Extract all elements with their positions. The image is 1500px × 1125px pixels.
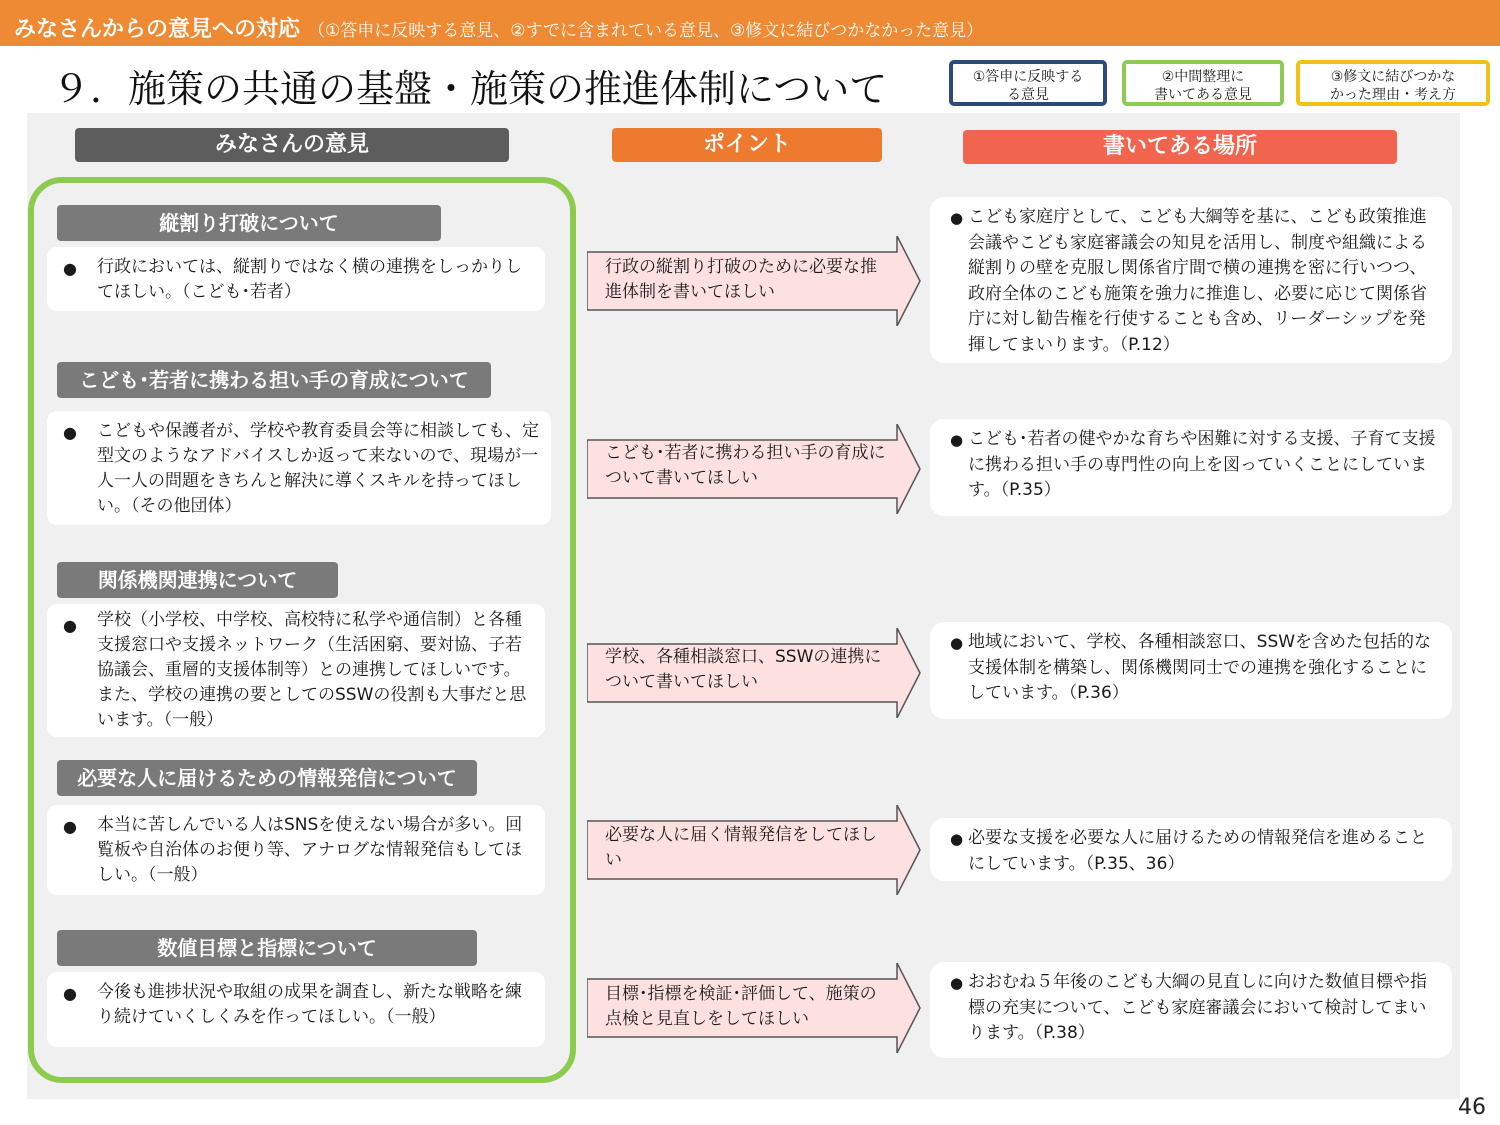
bullet-icon: ●	[950, 974, 964, 992]
section-header-bar	[0, 0, 1500, 46]
opinion-card	[47, 411, 551, 525]
legend-not-reflected: ③修文に結びつかな かった理由・考え方	[1296, 60, 1490, 106]
point-text: 学校、各種相談窓口、SSWの連携について書いてほしい	[605, 647, 882, 692]
point-arrow	[587, 424, 922, 514]
legend-included: ②中間整理に 書いてある意見	[1122, 60, 1284, 106]
topic-tab: こども･若者に携わる担い手の育成について	[57, 362, 491, 398]
point-arrow	[587, 805, 922, 895]
opinion-card	[47, 805, 545, 895]
topic-tab: 数値目標と指標について	[57, 930, 477, 966]
where-card	[930, 962, 1452, 1058]
column-header-point: ポイント	[612, 128, 882, 162]
opinion-card	[47, 247, 545, 311]
where-text: 地域において、学校、各種相談窓口、SSWを含めた包括的な支援体制を構築し、関係機関同士での連携を強化することにしています。（P.36）	[968, 632, 1432, 703]
where-text: こども･若者の健やかな育ちや困難に対する支援、子育て支援に携わる担い手の専門性の向上を図っていくことにしています。（P.35）	[968, 429, 1436, 500]
column-header-where: 書いてある場所	[963, 130, 1397, 164]
topic-tab: 必要な人に届けるための情報発信について	[57, 760, 477, 796]
section-header-title: みなさんからの意見への対応	[14, 17, 301, 42]
where-card	[930, 197, 1452, 363]
page-title: ９．施策の共通の基盤・施策の推進体制について	[52, 67, 888, 111]
where-card	[930, 419, 1452, 516]
bullet-icon: ●	[63, 259, 77, 278]
opinion-card	[47, 604, 545, 737]
where-text: 必要な支援を必要な人に届けるための情報発信を進めることにしています。（P.35、36）	[968, 828, 1427, 874]
opinion-text: 今後も進捗状況や取組の成果を調査し、新たな戦略を練り続けていくしくみを作ってほしい。（一般）	[97, 982, 522, 1027]
bullet-icon: ●	[950, 830, 964, 848]
bullet-icon: ●	[63, 616, 77, 635]
opinion-text: 行政においては、縦割りではなく横の連携をしっかりしてほしい。（こども･若者）	[97, 257, 522, 302]
point-text: 必要な人に届く情報発信をしてほしい	[605, 825, 877, 870]
column-header-opinions: みなさんの意見	[75, 128, 509, 162]
bullet-icon: ●	[950, 209, 964, 227]
opinion-card	[47, 972, 545, 1047]
point-arrow	[587, 236, 922, 326]
point-arrow	[587, 628, 922, 718]
where-text: おおむね５年後のこども大綱の見直しに向けた数値目標や指標の充実について、こども家庭審議会において検討してまいります。（P.38）	[968, 972, 1427, 1043]
page-number: 46	[1458, 1095, 1486, 1120]
where-card	[930, 818, 1452, 881]
bullet-icon: ●	[950, 634, 964, 652]
bullet-icon: ●	[63, 984, 77, 1003]
point-arrow	[587, 963, 922, 1053]
bullet-icon: ●	[63, 817, 77, 836]
topic-tab: 縦割り打破について	[57, 205, 441, 241]
point-text: こども･若者に携わる担い手の育成について書いてほしい	[605, 443, 886, 488]
where-card	[930, 622, 1452, 719]
opinion-text: 学校（小学校、中学校、高校特に私学や通信制）と各種支援窓口や支援ネットワーク（生活困窮、要対協、子若協議会、重層的支援体制等）との連携してほしいです。また、学校の連携の要としてのSSWの役割も大事だと思います。（一般）	[97, 610, 527, 730]
where-text: こども家庭庁として、こども大綱等を基に、こども政策推進会議やこども家庭審議会の知見を活用し、制度や組織による縦割りの壁を克服し関係省庁間で横の連携を密に行いつつ、政府全体のこども施策を強力に推進し、必要に応じて関係省庁に対し勧告権を行使することも含め、リーダーシップを発揮してまいります。（P.12）	[968, 207, 1427, 355]
point-text: 目標･指標を検証･評価して、施策の点検と見直しをしてほしい	[605, 984, 877, 1029]
opinion-text: こどもや保護者が、学校や教育委員会等に相談しても、定型文のようなアドバイスしか返って来ないので、現場が一人一人の問題をきちんと解決に導くスキルを持ってほしい。（その他団体）	[97, 421, 539, 516]
opinion-text: 本当に苦しんでいる人はSNSを使えない場合が多い。回覧板や自治体のお便り等、アナログな情報発信もしてほしい。（一般）	[97, 815, 523, 885]
section-header-subtitle: （①答申に反映する意見、②すでに含まれている意見、③修文に結びつかなかった意見）	[308, 21, 984, 41]
topic-tab: 関係機関連携について	[57, 562, 338, 598]
legend-reflected: ①答申に反映する る意見	[949, 60, 1107, 106]
bullet-icon: ●	[63, 423, 77, 442]
point-text: 行政の縦割り打破のために必要な推進体制を書いてほしい	[605, 257, 877, 302]
bullet-icon: ●	[950, 431, 964, 449]
